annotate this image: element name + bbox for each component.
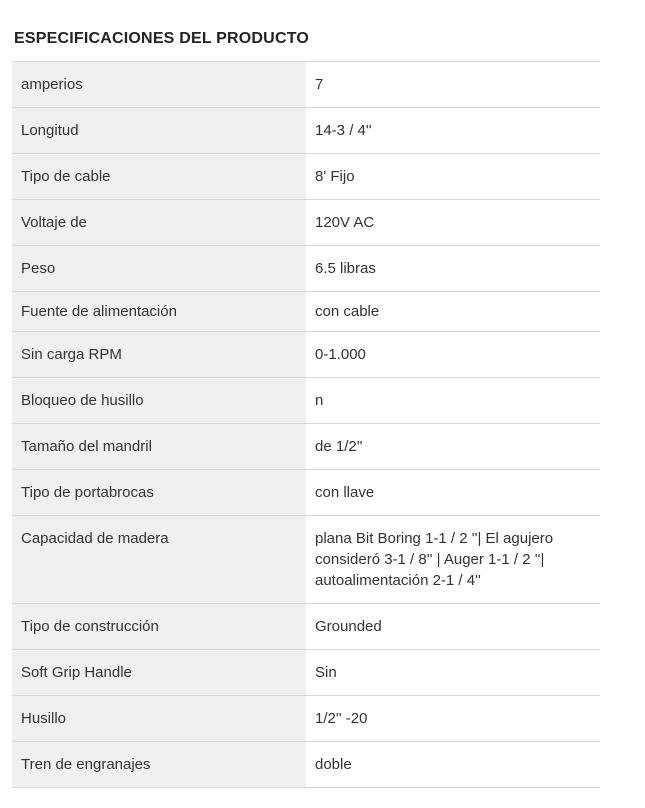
- spec-value: 6.5 libras: [306, 246, 600, 292]
- spec-row: [12, 200, 600, 246]
- spec-row: [12, 604, 600, 650]
- spec-row: [12, 516, 600, 604]
- spec-row: [12, 650, 600, 696]
- spec-label: Tamaño del mandril: [12, 424, 306, 470]
- spec-row: [12, 378, 600, 424]
- spec-label: Husillo: [12, 696, 306, 742]
- spec-row: [12, 62, 600, 108]
- section-title: ESPECIFICACIONES DEL PRODUCTO: [14, 30, 310, 47]
- spec-label: Peso: [12, 246, 306, 292]
- spec-row: [12, 696, 600, 742]
- spec-value: 1/2'' -20: [306, 696, 600, 742]
- spec-row: [12, 470, 600, 516]
- spec-label: Soft Grip Handle: [12, 650, 306, 696]
- spec-value: con llave: [306, 470, 600, 516]
- spec-row: [12, 742, 600, 788]
- spec-value: 14-3 / 4'': [306, 108, 600, 154]
- spec-value: con cable: [306, 292, 600, 332]
- specifications-table: [12, 61, 600, 788]
- spec-row: [12, 292, 600, 332]
- spec-label: Tren de engranajes: [12, 742, 306, 788]
- spec-row: [12, 246, 600, 292]
- spec-value: de 1/2'': [306, 424, 600, 470]
- spec-label: Longitud: [12, 108, 306, 154]
- spec-label: Sin carga RPM: [12, 332, 306, 378]
- spec-label: Bloqueo de husillo: [12, 378, 306, 424]
- spec-label: Tipo de cable: [12, 154, 306, 200]
- spec-value: 8' Fijo: [306, 154, 600, 200]
- spec-value: 0-1.000: [306, 332, 600, 378]
- spec-row: [12, 108, 600, 154]
- spec-label: Capacidad de madera: [12, 516, 306, 604]
- spec-value: n: [306, 378, 600, 424]
- spec-value: 120V AC: [306, 200, 600, 246]
- spec-label: Tipo de construcción: [12, 604, 306, 650]
- spec-row: [12, 332, 600, 378]
- spec-value: doble: [306, 742, 600, 788]
- spec-label: Fuente de alimentación: [12, 292, 306, 332]
- spec-label: Tipo de portabrocas: [12, 470, 306, 516]
- spec-row: [12, 424, 600, 470]
- spec-label: Voltaje de: [12, 200, 306, 246]
- spec-value: plana Bit Boring 1-1 / 2 ''| El agujero consideró 3-1 / 8'' | Auger 1-1 / 2 ''| autoalimentación 2-1 / 4'': [306, 516, 600, 604]
- spec-value: Sin: [306, 650, 600, 696]
- spec-row: [12, 154, 600, 200]
- spec-value: Grounded: [306, 604, 600, 650]
- spec-value: 7: [306, 62, 600, 108]
- spec-label: amperios: [12, 62, 306, 108]
